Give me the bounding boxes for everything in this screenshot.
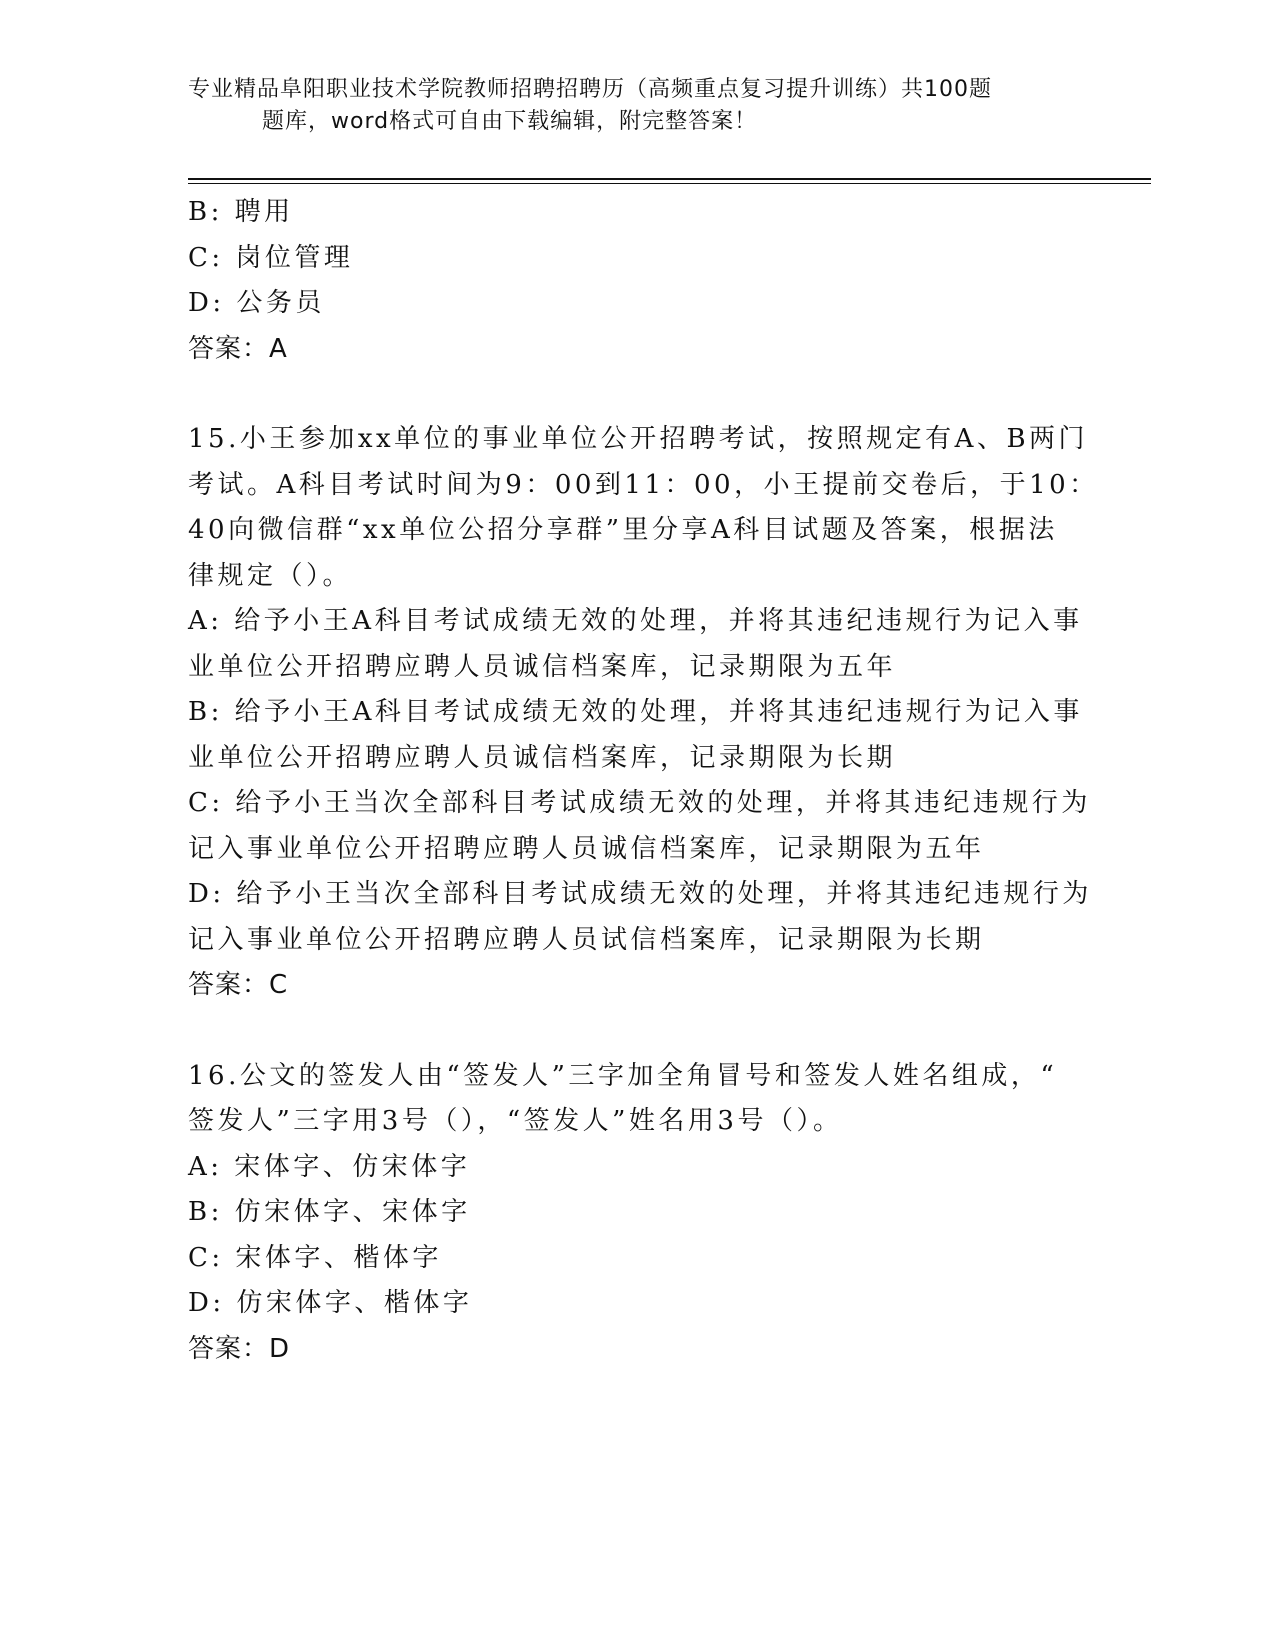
answer-line: 答案：D — [188, 1333, 291, 1364]
answer-line: 答案：A — [188, 333, 288, 364]
option-d: D: 仿宋体字、楷体字 — [188, 1288, 473, 1318]
option-c: C: 岗位管理 — [188, 242, 354, 273]
option-a-line-2: 业单位公开招聘应聘人员诚信档案库，记录期限为五年 — [188, 651, 897, 682]
question-stem-line: 40向微信群“xx单位公招分享群”里分享A科目试题及答案，根据法 — [188, 515, 1058, 545]
option-b-line-2: 业单位公开招聘应聘人员诚信档案库，记录期限为长期 — [188, 742, 897, 773]
option-a-line-1: A: 给予小王A科目考试成绩无效的处理，并将其违纪违规行为记入事 — [188, 606, 1083, 636]
option-c-line-1: C: 给予小王当次全部科目考试成绩无效的处理，并将其违纪违规行为 — [188, 788, 1091, 818]
question-stem-line: 签发人”三字用3号（），“签发人”姓名用3号（）。 — [188, 1106, 843, 1136]
question-15-block — [188, 417, 1099, 1009]
question-16-block — [188, 1054, 1078, 1373]
question-content — [188, 190, 1099, 1372]
header-divider-thick — [188, 178, 1151, 180]
option-d: D: 公务员 — [188, 288, 325, 318]
option-c-line-2: 记入事业单位公开招聘应聘人员诚信档案库，记录期限为五年 — [188, 833, 985, 864]
option-d-line-2: 记入事业单位公开招聘应聘人员试信档案库，记录期限为长期 — [188, 924, 985, 955]
option-b-line-1: B: 给予小王A科目考试成绩无效的处理，并将其违纪违规行为记入事 — [188, 697, 1083, 727]
option-a: A: 宋体字、仿宋体字 — [188, 1151, 471, 1182]
option-c: C: 宋体字、楷体字 — [188, 1242, 442, 1273]
question-stem-line: 16.公文的签发人由“签发人”三字加全角冒号和签发人姓名组成，“ — [188, 1060, 1058, 1091]
option-d-line-1: D: 给予小王当次全部科目考试成绩无效的处理，并将其违纪违规行为 — [188, 879, 1092, 909]
document-header — [188, 74, 1068, 138]
option-b: B: 仿宋体字、宋体字 — [188, 1197, 471, 1227]
header-title-line-2: 题库，word格式可自由下载编辑，附完整答案！ — [262, 109, 758, 134]
option-b: B: 聘用 — [188, 197, 294, 227]
question-stem-line: 考试。A科目考试时间为9：00到11：00，小王提前交卷后，于10： — [188, 469, 1099, 500]
header-divider-thin — [188, 183, 1151, 184]
previous-question-block — [188, 190, 1078, 372]
answer-line: 答案：C — [188, 970, 289, 1000]
header-title-line-1: 专业精品阜阳职业技术学院教师招聘招聘历（高频重点复习提升训练）共100题 — [188, 77, 992, 102]
question-stem-line: 15.小王参加xx单位的事业单位公开招聘考试，按照规定有A、B两门 — [188, 424, 1089, 454]
question-stem-line: 律规定（）。 — [188, 560, 353, 591]
